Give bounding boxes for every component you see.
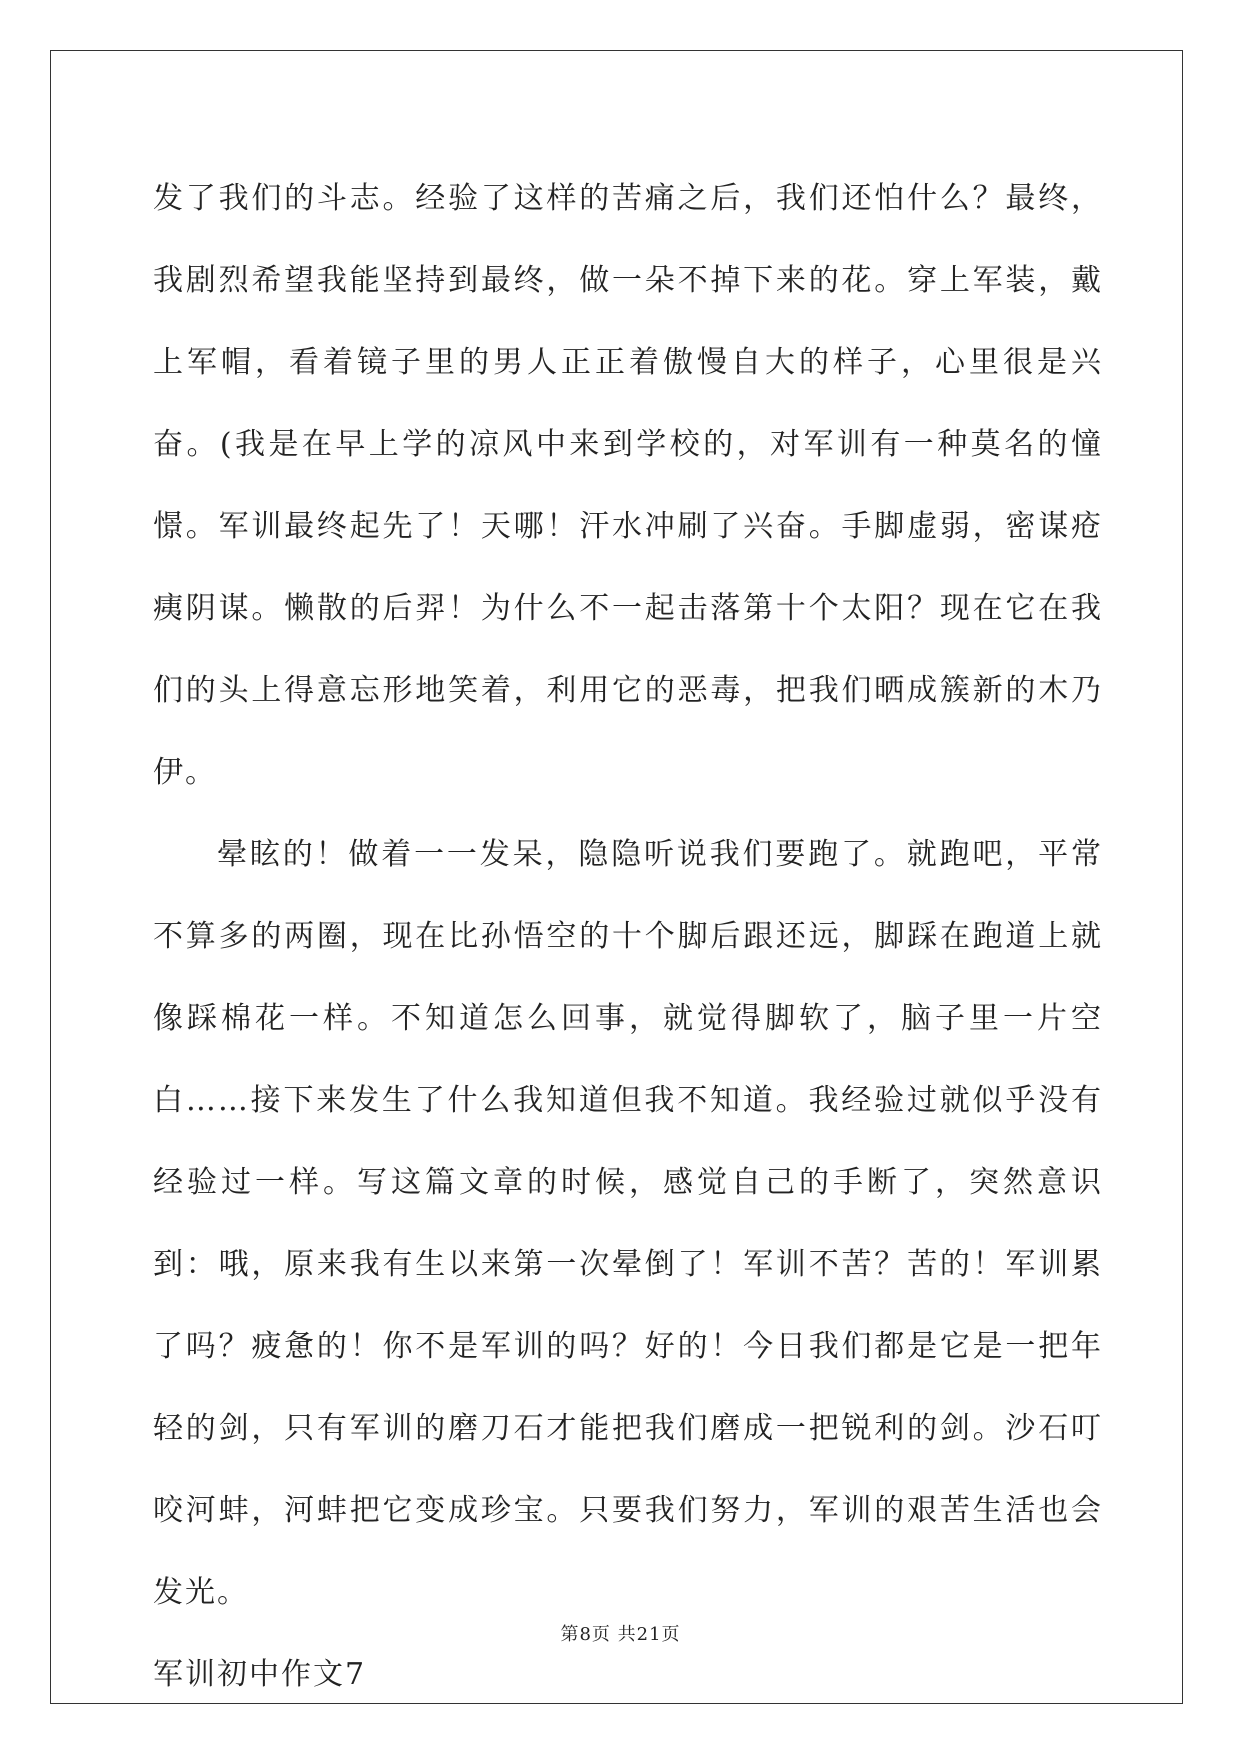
paragraph-1: 发了我们的斗志。经验了这样的苦痛之后，我们还怕什么？最终，我剧烈希望我能坚持到最终，做一朵不掉下来的花。穿上军装，戴上军帽，看着镜子里的男人正正着傲慢自大的样子，心里很是兴奋。(我是在早上学的凉风中来到学校的，对军训有一种莫名的憧憬。军训最终起先了！天哪！汗水冲刷了兴奋。手脚虚弱，密谋疮痍阴谋。懒散的后羿！为什么不一起击落第十个太阳？现在它在我们的头上得意忘形地笑着，利用它的恶毒，把我们晒成簇新的木乃伊。 (153, 181, 1103, 790)
document-body (153, 158, 1103, 1716)
paragraph-2: 晕眩的！做着一一发呆，隐隐听说我们要跑了。就跑吧，平常不算多的两圈，现在比孙悟空的十个脚后跟还远，脚踩在跑道上就像踩棉花一样。不知道怎么回事，就觉得脚软了，脑子里一片空白……接下来发生了什么我知道但我不知道。我经验过就似乎没有经验过一样。写这篇文章的时候，感觉自己的手断了，突然意识到：哦，原来我有生以来第一次晕倒了！军训不苦？苦的！军训累了吗？疲惫的！你不是军训的吗？好的！今日我们都是它是一把年轻的剑，只有军训的磨刀石才能把我们磨成一把锐利的剑。沙石叮咬河蚌，河蚌把它变成珍宝。只要我们努力，军训的艰苦生活也会发光。 (153, 837, 1103, 1610)
page-number-footer: 第8页 共21页 (560, 1624, 681, 1645)
section-heading: 军训初中作文7 (153, 1657, 367, 1692)
